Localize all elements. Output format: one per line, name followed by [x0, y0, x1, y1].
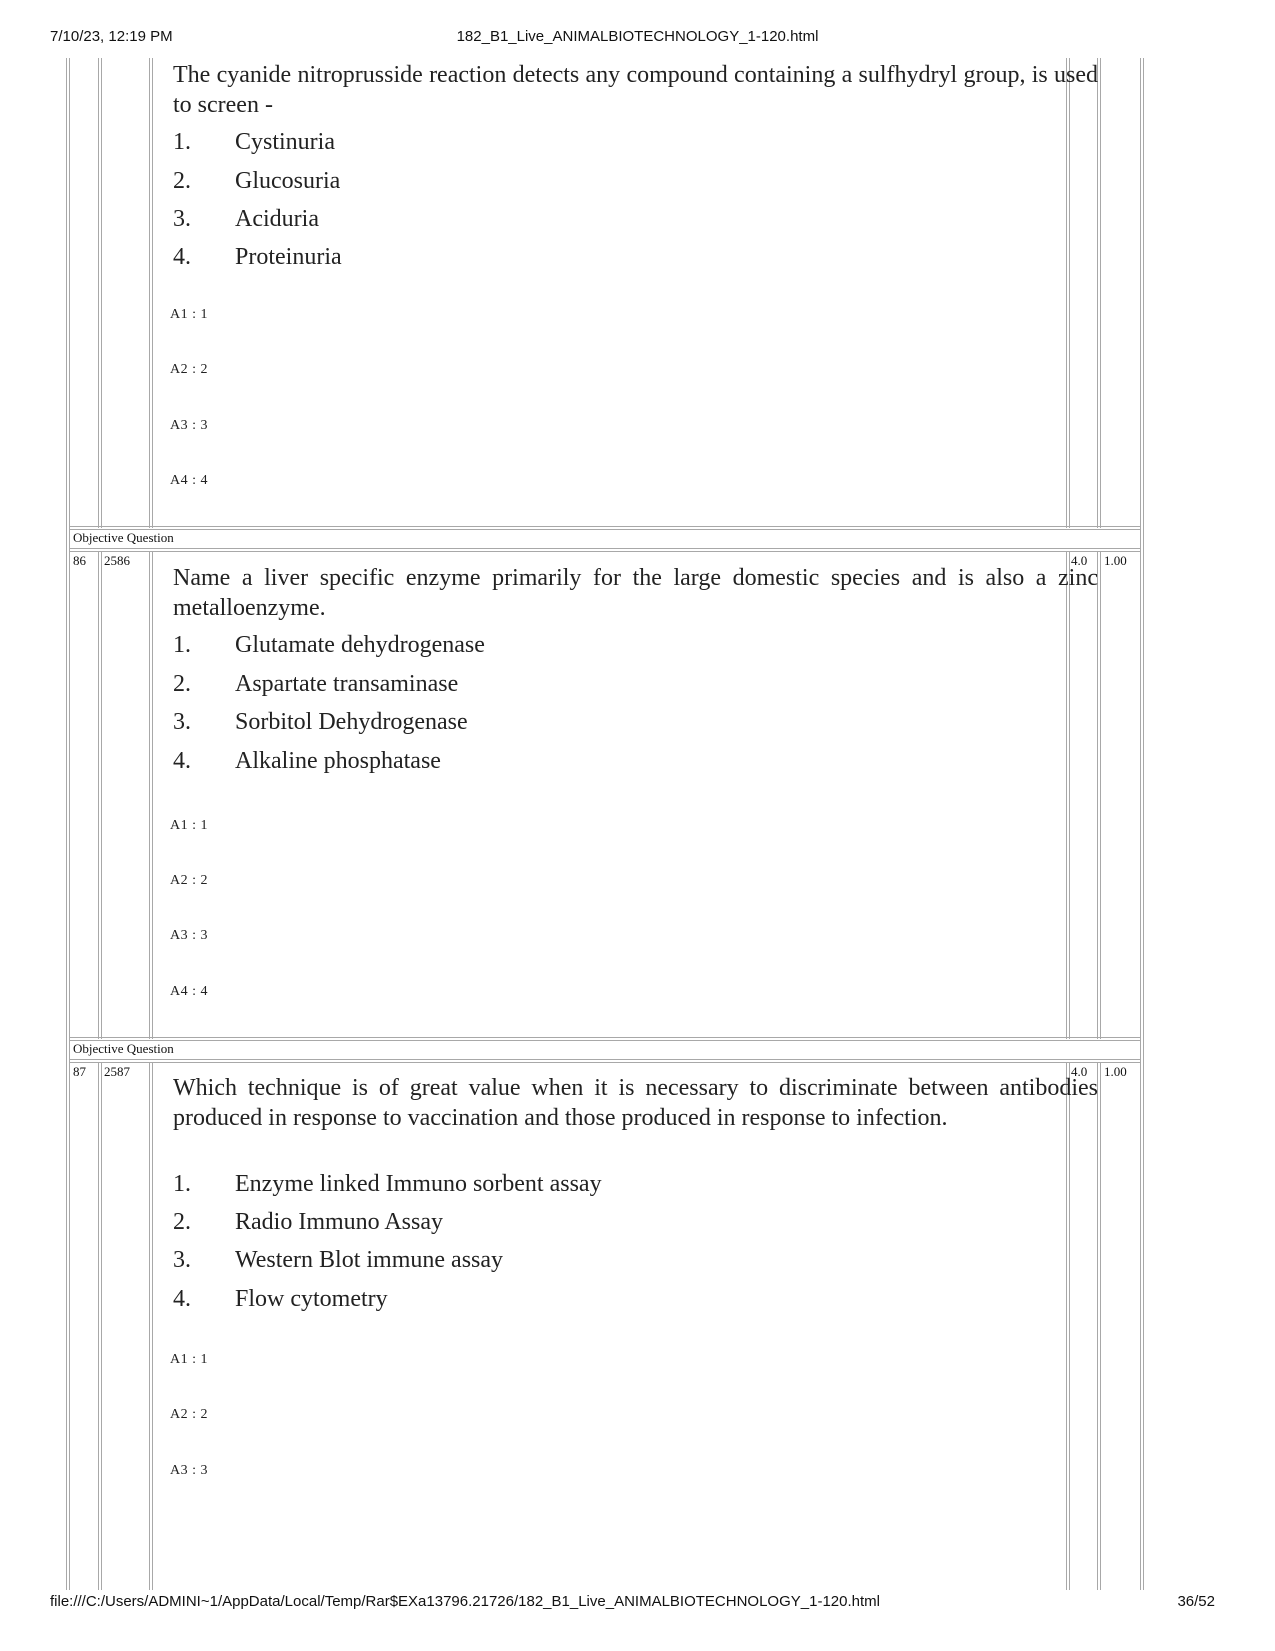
answer-a1: A1 : 1 — [170, 818, 208, 833]
print-datetime: 7/10/23, 12:19 PM — [50, 28, 173, 45]
answer-a2: A2 : 2 — [170, 362, 208, 377]
option-3: 3. Western Blot immune assay — [173, 1247, 504, 1273]
page-url: file:///C:/Users/ADMINI~1/AppData/Local/Temp/Rar$EXa13796.21726/182_B1_Live_ANIMALBIOTECHNOLOGY_1-120.html — [50, 1593, 880, 1610]
question-type-label: Objective Question — [73, 1041, 174, 1056]
option-4: 4. Alkaline phosphatase — [173, 748, 441, 774]
option-2: 2. Glucosuria — [173, 168, 341, 194]
serial-number: 87 — [73, 1064, 86, 1079]
option-1: 1. Cystinuria — [173, 129, 335, 155]
answer-a3: A3 : 3 — [170, 1463, 208, 1478]
question-id: 2587 — [104, 1064, 130, 1079]
answer-a3: A3 : 3 — [170, 928, 208, 943]
serial-number: 86 — [73, 553, 86, 568]
marks: 4.0 — [1071, 1064, 1088, 1079]
print-footer — [0, 1593, 1275, 1615]
option-3: 3. Sorbitol Dehydrogenase — [173, 709, 468, 735]
question-text: The cyanide nitroprusside reaction detects any compound containing a sulfhydryl group, is used to screen - — [173, 62, 1098, 118]
answer-a1: A1 : 1 — [170, 1352, 208, 1367]
answer-a4: A4 : 4 — [170, 473, 208, 488]
answer-a2: A2 : 2 — [170, 1407, 208, 1422]
negative-marks: 1.00 — [1104, 1064, 1127, 1079]
question-type-label: Objective Question — [73, 530, 174, 545]
option-2: 2. Radio Immuno Assay — [173, 1209, 443, 1235]
answer-a1: A1 : 1 — [170, 307, 208, 322]
answer-a2: A2 : 2 — [170, 873, 208, 888]
option-4: 4. Proteinuria — [173, 244, 342, 270]
document-title: 182_B1_Live_ANIMALBIOTECHNOLOGY_1-120.html — [456, 28, 819, 45]
option-1: 1. Enzyme linked Immuno sorbent assay — [173, 1171, 602, 1197]
question-text: Which technique is of great value when it is necessary to discriminate between antibodies produced in response to vaccination and those produced in response to infection. — [173, 1075, 1098, 1131]
question-id: 2586 — [104, 553, 130, 568]
option-2: 2. Aspartate transaminase — [173, 671, 459, 697]
option-1: 1. Glutamate dehydrogenase — [173, 632, 485, 658]
answer-a3: A3 : 3 — [170, 418, 208, 433]
negative-marks: 1.00 — [1104, 553, 1127, 568]
marks: 4.0 — [1071, 553, 1088, 568]
question-text: Name a liver specific enzyme primarily for the large domestic species and is also a zinc metalloenzyme. — [173, 565, 1098, 621]
page-number: 36/52 — [1177, 1593, 1215, 1610]
answer-a4: A4 : 4 — [170, 984, 208, 999]
option-4: 4. Flow cytometry — [173, 1286, 388, 1312]
option-3: 3. Aciduria — [173, 206, 319, 232]
print-header — [0, 28, 1275, 50]
